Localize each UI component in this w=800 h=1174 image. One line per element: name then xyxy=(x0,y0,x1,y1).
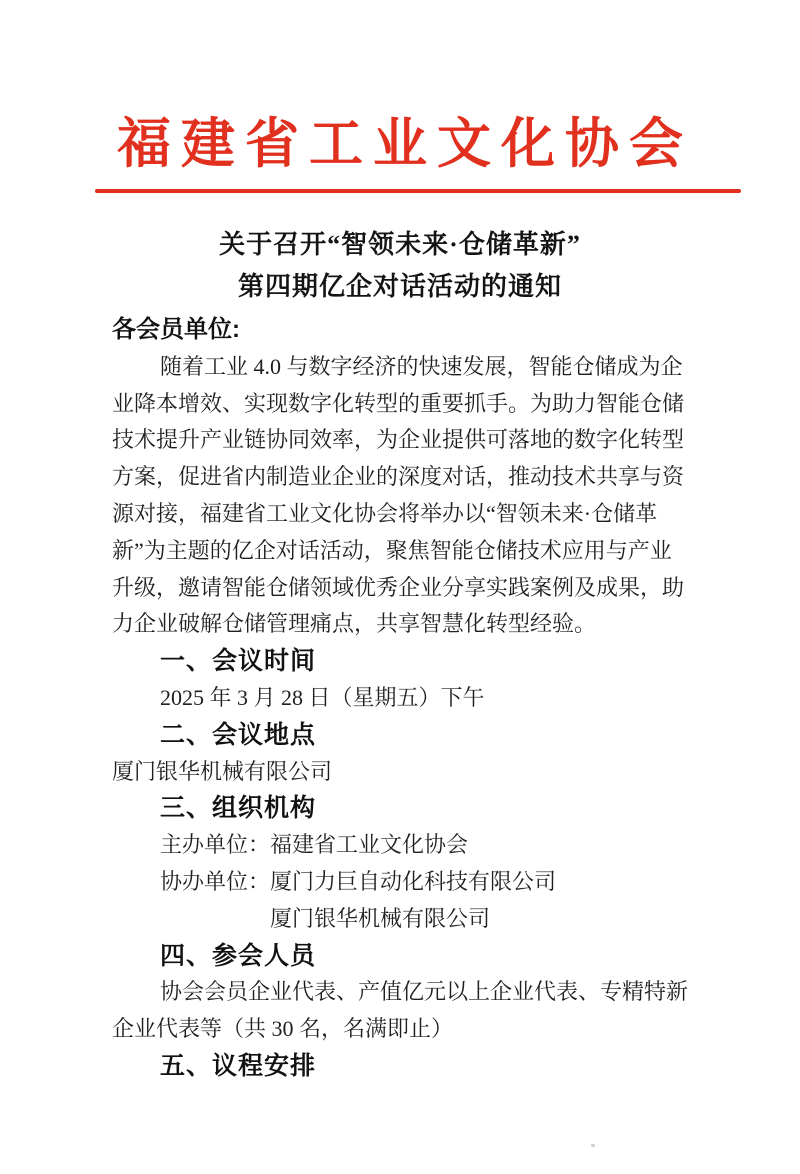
participants-line: 协会会员企业代表、产值亿元以上企业代表、专精特新 xyxy=(160,979,689,1005)
section-heading-meeting-time: 一、会议时间 xyxy=(160,647,317,676)
organizer-co-host-line: 协办单位：厦门力巨自动化科技有限公司 xyxy=(160,868,557,894)
meeting-place-value: 厦门银华机械有限公司 xyxy=(112,758,333,784)
paragraph-line: 源对接，福建省工业文化协会将举办以“智领未来·仓储革 xyxy=(112,500,658,526)
participants-line: 企业代表等（共 30 名，名满即止） xyxy=(112,1016,454,1042)
paragraph-line: 技术提升产业链协同效率，为企业提供可落地的数字化转型 xyxy=(112,427,685,453)
paragraph-line: 力企业破解仓储管理痛点，共享智慧化转型经验。 xyxy=(112,611,597,637)
paragraph-line: 升级，邀请智能仓储领域优秀企业分享实践案例及成果，助 xyxy=(112,574,685,600)
paragraph-line: 新”为主题的亿企对话活动，聚焦智能仓储技术应用与产业 xyxy=(112,537,672,563)
section-heading-participants: 四、参会人员 xyxy=(160,941,317,970)
notice-body xyxy=(112,312,732,1085)
doc-title-line-2: 第四期亿企对话活动的通知 xyxy=(237,272,562,301)
paragraph-line: 方案，促进省内制造业企业的深度对话，推动技术共享与资 xyxy=(112,464,685,490)
section-heading-meeting-place: 二、会议地点 xyxy=(160,720,317,749)
letterhead-org-name: 福建省工业文化协会 xyxy=(117,114,693,174)
organizer-co-host-line-2: 厦门银华机械有限公司 xyxy=(270,905,491,931)
paragraph-line: 业降本增效、实现数字化转型的重要抓手。为助力智能仓储 xyxy=(112,390,685,416)
organizer-host-line: 主办单位：福建省工业文化协会 xyxy=(160,832,469,858)
salutation: 各会员单位: xyxy=(112,316,240,343)
paragraph-line: 随着工业 4.0 与数字经济的快速发展，智能仓储成为企 xyxy=(160,353,683,379)
section-heading-organizers: 三、组织机构 xyxy=(160,794,317,823)
section-heading-agenda: 五、议程安排 xyxy=(160,1051,317,1080)
meeting-time-value: 2025 年 3 月 28 日（星期五）下午 xyxy=(160,684,485,710)
doc-title-line-1: 关于召开“智领未来·仓储革新” xyxy=(219,230,581,259)
scan-speck-artifact xyxy=(591,1144,595,1147)
letterhead-divider-line xyxy=(95,189,741,193)
doc-title xyxy=(0,224,800,308)
